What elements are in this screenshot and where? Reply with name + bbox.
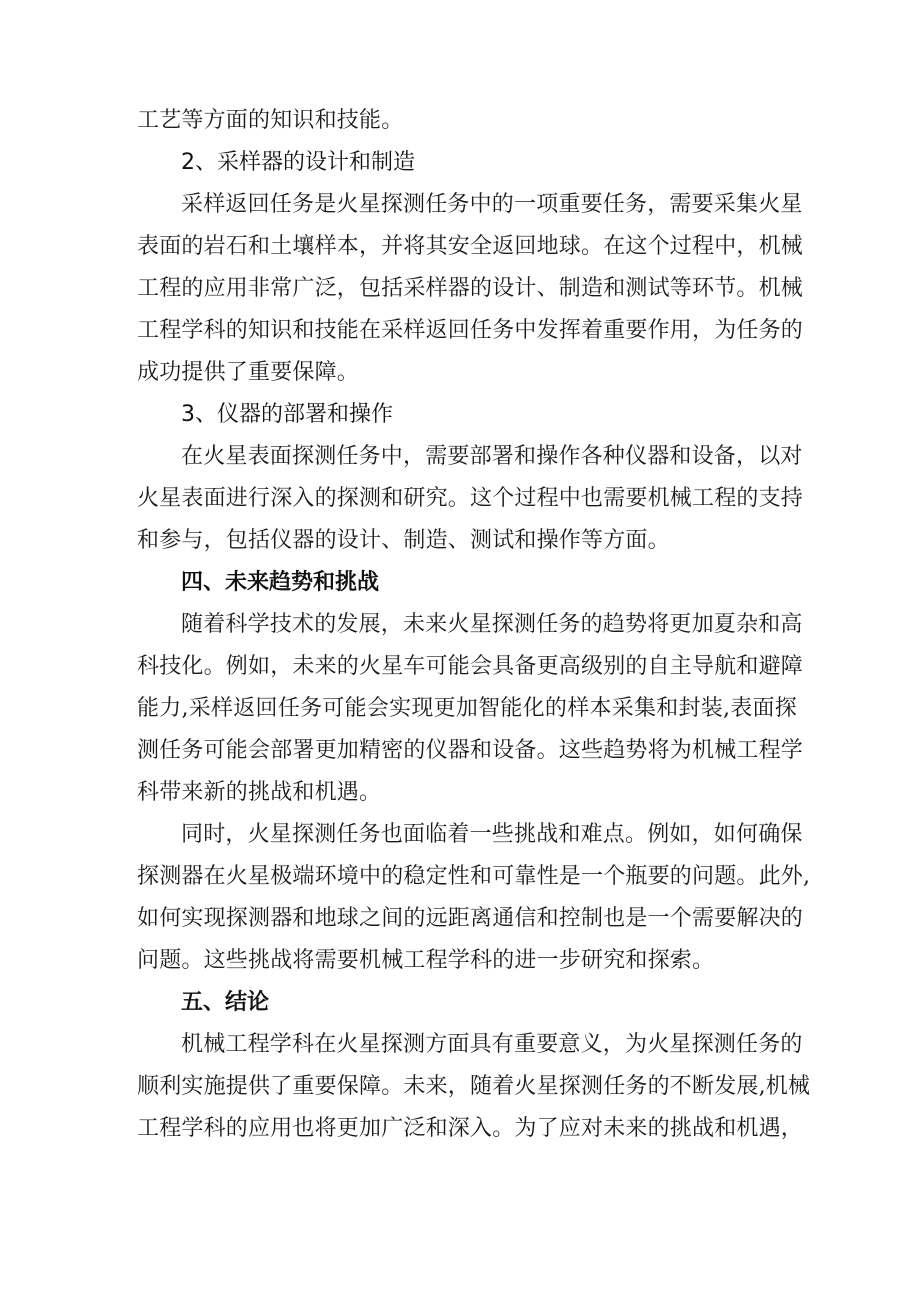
paragraph-line: 探测器在火星极端环境中的稳定性和可靠性是一个瓶要的问题。此外, [137, 864, 811, 889]
paragraph-line: 科技化。例如，未来的火星车可能会具备更高级别的自主导航和避障 [137, 654, 804, 679]
paragraph-line: 在火星表面探测任务中，需要部署和操作各种仪器和设备，以对 [181, 444, 803, 469]
paragraph-line: 测任务可能会部署更加精密的仪器和设备。这些趋势将为机械工程学 [137, 738, 804, 763]
paragraph-line: 问题。这些挑战将需要机械工程学科的进一步研究和探索。 [137, 948, 715, 973]
paragraph-line: 同时，火星探测任务也面临着一些挑战和难点。例如，如何确保 [181, 822, 803, 847]
paragraph-line: 科带来新的挑战和机遇。 [137, 780, 382, 805]
subsection-3-heading: 3、仪器的部署和操作 [181, 402, 393, 427]
continuation-line: 工艺等方面的知识和技能。 [137, 108, 404, 133]
paragraph-line: 成功提供了重要保障。 [137, 360, 360, 385]
section-4-heading: 四、未来趋势和挑战 [181, 570, 380, 595]
paragraph-line: 顺利实施提供了重要保障。未来，随着火星探测任务的不断发展,机械 [137, 1074, 811, 1099]
paragraph-line: 表面的岩石和土壤样本，并将其安全返回地球。在这个过程中，机械 [137, 234, 804, 259]
paragraph-line: 工程学科的知识和技能在采样返回任务中发挥着重要作用，为任务的 [137, 318, 804, 343]
subsection-2-heading: 2、采样器的设计和制造 [181, 150, 415, 175]
section-5-heading: 五、结论 [181, 990, 270, 1015]
paragraph-line: 如何实现探测器和地球之间的远距离通信和控制也是一个需要解决的 [137, 906, 804, 931]
paragraph-line: 能力,采样返回任务可能会实现更加智能化的样本采集和封装,表面探 [137, 696, 797, 721]
paragraph-line: 工程学科的应用也将更加广泛和深入。为了应对未来的挑战和机遇， [137, 1116, 804, 1141]
paragraph-line: 采样返回任务是火星探测任务中的一项重要任务，需要采集火星 [181, 192, 803, 217]
paragraph-line: 随着科学技术的发展，未来火星探测任务的趋势将更加夏杂和高 [181, 612, 803, 637]
paragraph-line: 和参与，包括仪器的设计、制造、测试和操作等方面。 [137, 528, 670, 553]
paragraph-line: 工程的应用非常广泛，包括采样器的设计、制造和测试等环节。机械 [137, 276, 804, 301]
paragraph-line: 火星表面进行深入的探测和研究。这个过程中也需要机械工程的支持 [137, 486, 804, 511]
paragraph-line: 机械工程学科在火星探测方面具有重要意义，为火星探测任务的 [181, 1032, 803, 1057]
